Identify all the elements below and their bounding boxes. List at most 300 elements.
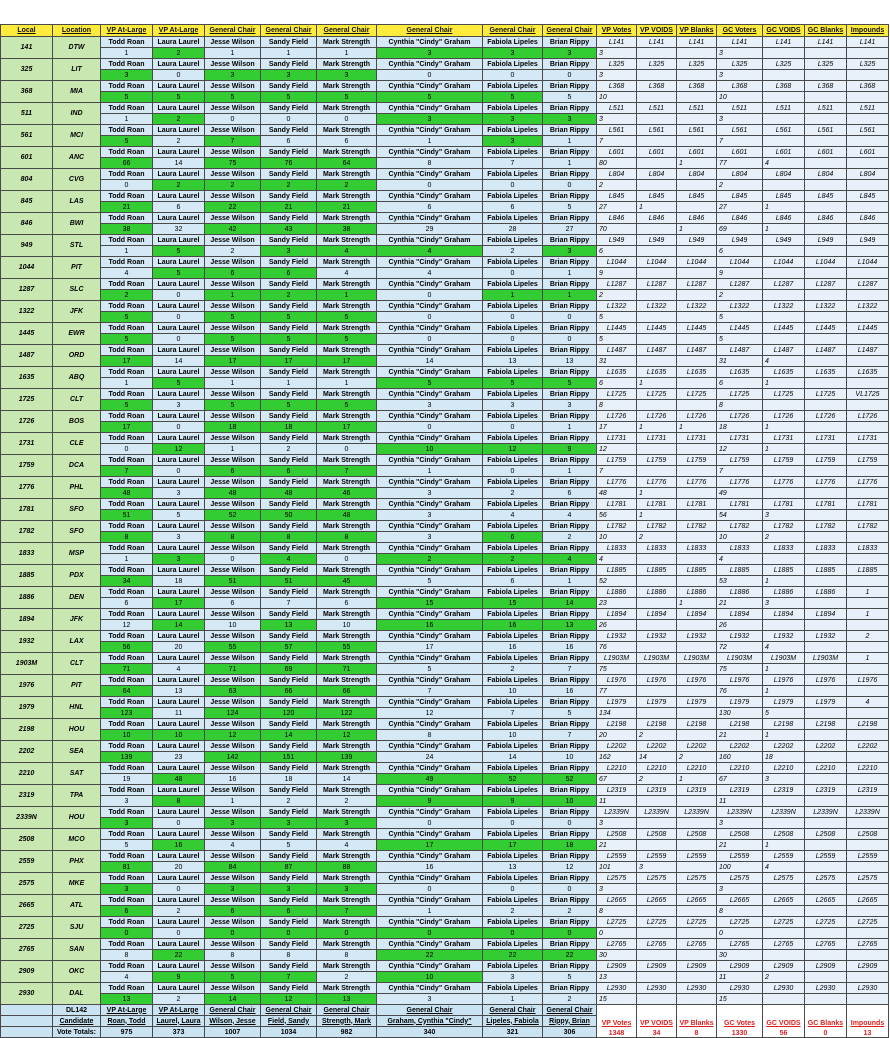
candidate-name: Laura Laurel xyxy=(153,917,205,928)
candidate-name: Cynthia "Cindy" Graham xyxy=(377,741,483,752)
local-code: L1886 xyxy=(763,587,805,598)
gc-tally xyxy=(805,796,847,807)
impound-tally xyxy=(847,290,889,301)
candidate-name: Jesse Wilson xyxy=(205,587,261,598)
vote-count: 0 xyxy=(317,554,377,565)
candidate-name: Jesse Wilson xyxy=(205,147,261,158)
vote-count: 9 xyxy=(483,796,543,807)
summary-label-gc-votes xyxy=(717,1005,763,1038)
vote-count: 76 xyxy=(261,158,317,169)
vote-count: 6 xyxy=(261,268,317,279)
candidate-name: Todd Roan xyxy=(101,763,153,774)
gc-tally: 0 xyxy=(717,928,763,939)
vote-count: 2 xyxy=(261,796,317,807)
gc-tally: 21 xyxy=(717,730,763,741)
local-code: L1287 xyxy=(637,279,677,290)
candidate-name: Jesse Wilson xyxy=(205,301,261,312)
vote-row xyxy=(1,620,889,631)
local-code: L2319 xyxy=(805,785,847,796)
vote-count: 1 xyxy=(205,378,261,389)
vote-count: 66 xyxy=(317,686,377,697)
vote-count: 0 xyxy=(543,334,597,345)
location-code: STL xyxy=(53,235,101,257)
gc-tally xyxy=(805,48,847,59)
candidate-name: Brian Rippy xyxy=(543,411,597,422)
vote-count: 8 xyxy=(377,730,483,741)
candidate-name: Fabiola Lipeles xyxy=(483,983,543,994)
vp-tally: 30 xyxy=(597,950,637,961)
vote-count: 122 xyxy=(317,708,377,719)
local-code: L561 xyxy=(597,125,637,136)
local-code: L2508 xyxy=(805,829,847,840)
candidate-row xyxy=(1,213,889,224)
candidate-name: Sandy Field xyxy=(261,125,317,136)
impound-tally xyxy=(847,950,889,961)
candidate-name: Todd Roan xyxy=(101,389,153,400)
local-code: L1782 xyxy=(597,521,637,532)
gc-tally: 4 xyxy=(763,862,805,873)
candidate-name: Jesse Wilson xyxy=(205,983,261,994)
local-number: 2559 xyxy=(1,851,53,873)
candidate-name: Mark Strength xyxy=(317,939,377,950)
vote-row xyxy=(1,158,889,169)
location-code: JFK xyxy=(53,301,101,323)
vote-count: 5 xyxy=(153,378,205,389)
local-number: 1725 xyxy=(1,389,53,411)
candidate-name: Brian Rippy xyxy=(543,169,597,180)
local-code: L2202 xyxy=(597,741,637,752)
vp-tally: 13 xyxy=(597,972,637,983)
candidate-name: Cynthia "Cindy" Graham xyxy=(377,147,483,158)
local-code: L1886 xyxy=(597,587,637,598)
vote-count: 0 xyxy=(153,312,205,323)
footer-totals-label: Vote Totals: xyxy=(53,1027,101,1038)
gc-tally: 3 xyxy=(717,70,763,81)
gc-tally xyxy=(763,246,805,257)
vote-count: 2 xyxy=(483,554,543,565)
candidate-name: Cynthia "Cindy" Graham xyxy=(377,983,483,994)
candidate-name: Cynthia "Cindy" Graham xyxy=(377,829,483,840)
gc-tally: 100 xyxy=(717,862,763,873)
footer-name-cell: Laurel, Laura xyxy=(153,1016,205,1027)
vote-count: 23 xyxy=(153,752,205,763)
candidate-name: Todd Roan xyxy=(101,81,153,92)
impound-tally xyxy=(847,158,889,169)
impound-tally xyxy=(847,686,889,697)
gc-tally: 1 xyxy=(763,730,805,741)
candidate-name: Todd Roan xyxy=(101,257,153,268)
vote-count: 3 xyxy=(377,114,483,125)
vote-row xyxy=(1,510,889,521)
candidate-name: Jesse Wilson xyxy=(205,367,261,378)
candidate-name: Fabiola Lipeles xyxy=(483,895,543,906)
vp-tally xyxy=(677,510,717,521)
candidate-name: Sandy Field xyxy=(261,411,317,422)
local-code: L2508 xyxy=(717,829,763,840)
vp-tally: 2 xyxy=(677,752,717,763)
summary-value: 8 xyxy=(694,1030,699,1037)
candidate-name: Jesse Wilson xyxy=(205,411,261,422)
vote-count: 5 xyxy=(483,378,543,389)
local-code: L1731 xyxy=(763,433,805,444)
gc-tally: 27 xyxy=(717,202,763,213)
candidate-name: Cynthia "Cindy" Graham xyxy=(377,235,483,246)
candidate-name: Mark Strength xyxy=(317,587,377,598)
candidate-name: Mark Strength xyxy=(317,103,377,114)
candidate-name: Cynthia "Cindy" Graham xyxy=(377,543,483,554)
candidate-name: Jesse Wilson xyxy=(205,961,261,972)
gc-tally xyxy=(805,114,847,125)
vote-count: 0 xyxy=(377,180,483,191)
vote-count: 5 xyxy=(317,334,377,345)
candidate-name: Fabiola Lipeles xyxy=(483,213,543,224)
gc-tally xyxy=(805,994,847,1005)
candidate-name: Sandy Field xyxy=(261,147,317,158)
location-code: ATL xyxy=(53,895,101,917)
gc-tally: 54 xyxy=(717,510,763,521)
vote-count: 5 xyxy=(317,92,377,103)
location-code: DCA xyxy=(53,455,101,477)
candidate-name: Laura Laurel xyxy=(153,213,205,224)
vp-tally: 12 xyxy=(597,444,637,455)
candidate-row xyxy=(1,631,889,642)
vote-count: 2 xyxy=(153,994,205,1005)
candidate-name: Brian Rippy xyxy=(543,983,597,994)
local-number: 1781 xyxy=(1,499,53,521)
vp-tally: 2 xyxy=(597,180,637,191)
vote-row xyxy=(1,906,889,917)
vote-row xyxy=(1,950,889,961)
candidate-name: Sandy Field xyxy=(261,389,317,400)
vp-tally: 1 xyxy=(637,422,677,433)
local-code: L2319 xyxy=(717,785,763,796)
local-code: L1726 xyxy=(677,411,717,422)
vote-count: 38 xyxy=(317,224,377,235)
vote-count: 124 xyxy=(205,708,261,719)
local-code: L2339N xyxy=(805,807,847,818)
location-code: ORD xyxy=(53,345,101,367)
gc-tally xyxy=(805,268,847,279)
impound-tally xyxy=(847,400,889,411)
vp-tally: 2 xyxy=(597,290,637,301)
candidate-row xyxy=(1,565,889,576)
gc-tally xyxy=(805,422,847,433)
local-code: L1885 xyxy=(763,565,805,576)
local-number: 1044 xyxy=(1,257,53,279)
vote-count: 123 xyxy=(101,708,153,719)
candidate-name: Laura Laurel xyxy=(153,37,205,48)
local-code: L2508 xyxy=(847,829,889,840)
gc-tally xyxy=(805,818,847,829)
local-code: L2575 xyxy=(717,873,763,884)
candidate-name: Todd Roan xyxy=(101,59,153,70)
local-code: L2339N xyxy=(763,807,805,818)
vp-tally xyxy=(637,686,677,697)
local-code: L804 xyxy=(847,169,889,180)
vp-tally: 2 xyxy=(637,730,677,741)
candidate-name: Todd Roan xyxy=(101,147,153,158)
candidate-name: Brian Rippy xyxy=(543,235,597,246)
vp-tally xyxy=(677,378,717,389)
local-code: L804 xyxy=(677,169,717,180)
vote-count: 12 xyxy=(101,620,153,631)
vp-tally xyxy=(637,180,677,191)
local-code: L1976 xyxy=(637,675,677,686)
candidate-row xyxy=(1,917,889,928)
vote-count: 2 xyxy=(101,290,153,301)
impound-tally xyxy=(847,576,889,587)
gc-tally xyxy=(763,136,805,147)
vote-row xyxy=(1,92,889,103)
local-code: L1781 xyxy=(597,499,637,510)
vote-count: 18 xyxy=(261,422,317,433)
header-cell: General Chair xyxy=(483,25,543,37)
vote-count: 6 xyxy=(483,532,543,543)
vote-count: 6 xyxy=(261,466,317,477)
local-code: L1885 xyxy=(717,565,763,576)
local-code: L1903M xyxy=(805,653,847,664)
impound-tally xyxy=(847,444,889,455)
header-cell: General Chair xyxy=(543,25,597,37)
local-code: L2930 xyxy=(717,983,763,994)
vote-count: 22 xyxy=(483,950,543,961)
vp-tally: 1 xyxy=(637,202,677,213)
vote-count: 17 xyxy=(261,356,317,367)
vote-count: 71 xyxy=(101,664,153,675)
summary-label: GC Votes xyxy=(724,1020,755,1027)
candidate-name: Laura Laurel xyxy=(153,697,205,708)
candidate-name: Brian Rippy xyxy=(543,213,597,224)
local-number: 2575 xyxy=(1,873,53,895)
candidate-name: Fabiola Lipeles xyxy=(483,851,543,862)
vote-count: 0 xyxy=(153,928,205,939)
local-code: L511 xyxy=(847,103,889,114)
candidate-name: Sandy Field xyxy=(261,895,317,906)
local-code: L141 xyxy=(847,37,889,48)
vp-tally xyxy=(637,840,677,851)
location-code: IND xyxy=(53,103,101,125)
gc-tally: 72 xyxy=(717,642,763,653)
local-code: L561 xyxy=(847,125,889,136)
results-table xyxy=(0,24,889,1038)
vote-count: 64 xyxy=(101,686,153,697)
local-code: L1979 xyxy=(597,697,637,708)
vote-count: 5 xyxy=(205,312,261,323)
vote-row xyxy=(1,972,889,983)
vote-count: 12 xyxy=(153,444,205,455)
local-code: L2909 xyxy=(805,961,847,972)
vote-count: 1 xyxy=(101,246,153,257)
candidate-name: Fabiola Lipeles xyxy=(483,169,543,180)
gc-tally xyxy=(763,268,805,279)
vote-count: 7 xyxy=(483,158,543,169)
vote-count: 1 xyxy=(205,444,261,455)
candidate-name: Mark Strength xyxy=(317,697,377,708)
local-code: L561 xyxy=(763,125,805,136)
vote-count: 1 xyxy=(543,158,597,169)
local-code: L1726 xyxy=(805,411,847,422)
candidate-name: Mark Strength xyxy=(317,521,377,532)
vote-count: 4 xyxy=(377,246,483,257)
candidate-row xyxy=(1,785,889,796)
candidate-name: Mark Strength xyxy=(317,741,377,752)
vote-count: 3 xyxy=(317,884,377,895)
vote-count: 1 xyxy=(377,906,483,917)
candidate-name: Jesse Wilson xyxy=(205,763,261,774)
vp-tally xyxy=(677,334,717,345)
candidate-name: Fabiola Lipeles xyxy=(483,345,543,356)
local-number: 845 xyxy=(1,191,53,213)
candidate-name: Laura Laurel xyxy=(153,785,205,796)
header-cell: General Chair xyxy=(261,25,317,37)
vote-count: 28 xyxy=(483,224,543,235)
local-code: L1725 xyxy=(597,389,637,400)
vp-tally: 1 xyxy=(677,224,717,235)
local-code: L368 xyxy=(805,81,847,92)
vote-count: 1 xyxy=(205,48,261,59)
local-code: L561 xyxy=(677,125,717,136)
candidate-row xyxy=(1,653,889,664)
footer-total-cell: 1034 xyxy=(261,1027,317,1038)
impound-tally xyxy=(847,268,889,279)
local-code: L1932 xyxy=(717,631,763,642)
vote-count: 0 xyxy=(543,928,597,939)
local-code: L2665 xyxy=(677,895,717,906)
vote-count: 6 xyxy=(205,466,261,477)
gc-tally xyxy=(805,510,847,521)
vp-tally xyxy=(677,488,717,499)
candidate-name: Fabiola Lipeles xyxy=(483,81,543,92)
vote-count: 10 xyxy=(483,686,543,697)
gc-tally: 53 xyxy=(717,576,763,587)
header-cell: VP At-Large xyxy=(101,25,153,37)
local-code: L1487 xyxy=(805,345,847,356)
local-code: L601 xyxy=(597,147,637,158)
candidate-name: Brian Rippy xyxy=(543,565,597,576)
candidate-name: Jesse Wilson xyxy=(205,323,261,334)
candidate-name: Cynthia "Cindy" Graham xyxy=(377,477,483,488)
vp-tally xyxy=(677,730,717,741)
location-code: CVG xyxy=(53,169,101,191)
local-code: L1044 xyxy=(597,257,637,268)
candidate-name: Jesse Wilson xyxy=(205,653,261,664)
location-code: PIT xyxy=(53,257,101,279)
candidate-name: Laura Laurel xyxy=(153,323,205,334)
local-code: L325 xyxy=(805,59,847,70)
local-number: 1445 xyxy=(1,323,53,345)
vote-count: 2 xyxy=(483,906,543,917)
vote-count: 1 xyxy=(101,114,153,125)
vote-count: 12 xyxy=(483,444,543,455)
candidate-row xyxy=(1,587,889,598)
candidate-name: Fabiola Lipeles xyxy=(483,653,543,664)
local-code: L1979 xyxy=(763,697,805,708)
candidate-name: Jesse Wilson xyxy=(205,895,261,906)
location-code: SAT xyxy=(53,763,101,785)
local-code: L1894 xyxy=(805,609,847,620)
candidate-name: Todd Roan xyxy=(101,653,153,664)
gc-tally xyxy=(805,312,847,323)
vote-count: 17 xyxy=(377,642,483,653)
gc-tally xyxy=(805,246,847,257)
candidate-name: Todd Roan xyxy=(101,213,153,224)
candidate-name: Jesse Wilson xyxy=(205,521,261,532)
vote-row xyxy=(1,994,889,1005)
candidate-row xyxy=(1,257,889,268)
vote-count: 5 xyxy=(261,92,317,103)
candidate-name: Mark Strength xyxy=(317,675,377,686)
candidate-name: Laura Laurel xyxy=(153,279,205,290)
candidate-name: Mark Strength xyxy=(317,499,377,510)
vp-tally xyxy=(677,400,717,411)
local-code: L1759 xyxy=(763,455,805,466)
local-code: L2559 xyxy=(717,851,763,862)
candidate-name: Brian Rippy xyxy=(543,697,597,708)
candidate-name: Sandy Field xyxy=(261,499,317,510)
vote-count: 5 xyxy=(543,708,597,719)
candidate-name: Laura Laurel xyxy=(153,411,205,422)
vote-count: 14 xyxy=(153,158,205,169)
local-code: L2765 xyxy=(717,939,763,950)
candidate-name: Cynthia "Cindy" Graham xyxy=(377,59,483,70)
candidate-name: Jesse Wilson xyxy=(205,169,261,180)
local-number: 601 xyxy=(1,147,53,169)
vote-count: 0 xyxy=(153,884,205,895)
vote-count: 2 xyxy=(483,488,543,499)
vote-row xyxy=(1,202,889,213)
local-code: L1759 xyxy=(597,455,637,466)
gc-tally: 1 xyxy=(763,422,805,433)
vote-count: 18 xyxy=(205,422,261,433)
candidate-row xyxy=(1,521,889,532)
summary-label: Impounds xyxy=(850,1020,885,1027)
vote-count: 22 xyxy=(377,950,483,961)
vote-row xyxy=(1,114,889,125)
local-number: 1833 xyxy=(1,543,53,565)
gc-tally: 5 xyxy=(763,708,805,719)
local-code: L845 xyxy=(677,191,717,202)
vote-count: 51 xyxy=(101,510,153,521)
candidate-name: Cynthia "Cindy" Graham xyxy=(377,191,483,202)
summary-value: 1348 xyxy=(608,1030,625,1037)
location-code: SEA xyxy=(53,741,101,763)
candidate-name: Cynthia "Cindy" Graham xyxy=(377,895,483,906)
vote-count: 3 xyxy=(317,818,377,829)
local-code: L601 xyxy=(717,147,763,158)
candidate-row xyxy=(1,191,889,202)
local-code: L1885 xyxy=(847,565,889,576)
vote-row xyxy=(1,180,889,191)
candidate-name: Cynthia "Cindy" Graham xyxy=(377,213,483,224)
vp-tally xyxy=(677,884,717,895)
vote-count: 0 xyxy=(483,884,543,895)
candidate-name: Sandy Field xyxy=(261,257,317,268)
vp-tally: 2 xyxy=(637,774,677,785)
candidate-row xyxy=(1,609,889,620)
vote-count: 3 xyxy=(101,70,153,81)
vp-tally: 0 xyxy=(597,928,637,939)
local-code: L1833 xyxy=(847,543,889,554)
gc-tally: 4 xyxy=(763,158,805,169)
location-code: SAN xyxy=(53,939,101,961)
gc-tally: 5 xyxy=(717,312,763,323)
gc-tally xyxy=(763,400,805,411)
candidate-name: Jesse Wilson xyxy=(205,609,261,620)
vote-count: 0 xyxy=(153,818,205,829)
vote-count: 0 xyxy=(483,928,543,939)
local-number: 1635 xyxy=(1,367,53,389)
vote-count: 11 xyxy=(153,708,205,719)
